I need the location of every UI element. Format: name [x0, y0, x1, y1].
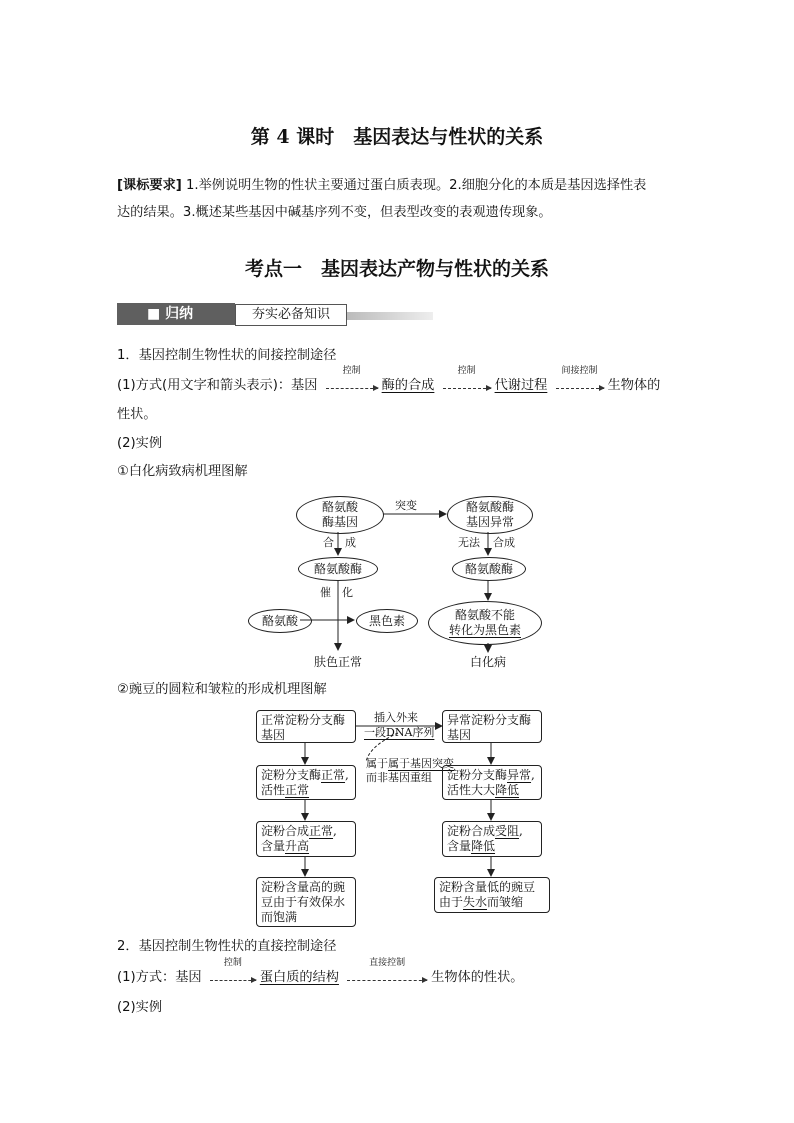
part2-example: (2)实例 [117, 1000, 163, 1015]
insert-dna-label: 一段DNA序列 [364, 726, 435, 739]
normal-skin-label: 肤色正常 [313, 655, 362, 669]
note-gene-mutation: 属于基因突变 [388, 757, 454, 770]
right-enzyme-box: 淀粉分支酶异常, 活性大大降低 [442, 765, 542, 800]
banner-subtitle: 夯实必备知识 [235, 304, 347, 326]
wrinkled-pea-box: 淀粉含量低的豌豆 由于失水而皱缩 [434, 877, 550, 913]
banner-label: ■ 归纳 [117, 303, 235, 325]
round-pea-box: 淀粉含量高的豌 豆由于有效保水 而饱满 [256, 877, 356, 927]
requirement-line2: 达的结果。3.概述某些基因中碱基序列不变，但表型改变的表观遗传现象。 [117, 205, 552, 220]
part2-method-line [117, 958, 524, 988]
right-starch-box: 淀粉合成受阻, 含量降低 [442, 821, 542, 857]
synthesis-label-right: 合成 [493, 536, 515, 549]
tyrosine-node: 酪氨酸 [248, 609, 312, 633]
melanin-node: 黑色素 [356, 609, 418, 633]
cannot-label: 无法 [458, 536, 480, 549]
section-title: 考点一 基因表达产物与性状的关系 [244, 258, 549, 280]
part1-heading: 1．基因控制生物性状的间接控制途径 [117, 348, 337, 363]
part2-heading: 2．基因控制生物性状的直接控制途径 [117, 939, 337, 954]
direct-control-arrow: 直接控制 [347, 970, 427, 981]
control-arrow: 控制 [326, 378, 378, 389]
tyrosinase-gene-node: 酪氨酸 酶基因 [296, 496, 384, 534]
part1-method-tail: 生物体的 [607, 378, 661, 393]
tyrosinase-node-left: 酪氨酸酶 [298, 557, 378, 581]
left-enzyme-box: 淀粉分支酶正常, 活性正常 [256, 765, 356, 800]
answer-enzyme-synthesis: 酶的合成 [381, 378, 435, 393]
part1-example: (2)实例 [117, 436, 163, 451]
mutation-note: 属于属于基因突变 [366, 757, 454, 770]
cannot-convert-node: 酪氨酸不能 转化为黑色素 [428, 601, 542, 645]
abnormal-gene-box: 异常淀粉分支酶 基因 [442, 710, 542, 743]
control-arrow: 控制 [210, 970, 256, 981]
left-starch-box: 淀粉合成正常, 含量升高 [256, 821, 356, 857]
part1-method-tail2: 性状。 [117, 407, 157, 422]
albinism-label: 白化病 [469, 655, 506, 669]
normal-gene-box: 正常淀粉分支酶 基因 [256, 710, 356, 743]
answer-protein-structure: 蛋白质的结构 [259, 970, 339, 985]
requirement-line1: 1.举例说明生物的性状主要通过蛋白质表现。2.细胞分化的本质是基因选择性表 [186, 178, 647, 193]
synthesis-label-left: 合 成 [323, 536, 356, 549]
mutation-label: 突变 [395, 499, 417, 512]
abnormal-gene-node: 酪氨酸酶 基因异常 [447, 496, 533, 534]
answer-metabolic-process: 代谢过程 [494, 378, 548, 393]
control-arrow: 控制 [443, 378, 491, 389]
insert-label: 插入外来 [374, 711, 418, 724]
part1-method-prefix: (1)方式(用文字和箭头表示)：基因 [117, 378, 318, 393]
indirect-control-arrow: 间接控制 [556, 378, 604, 389]
figure2-caption: ②豌豆的圆粒和皱粒的形成机理图解 [117, 682, 327, 697]
figure1-caption: ①白化病致病机理图解 [117, 464, 248, 479]
tyrosinase-node-right: 酪氨酸酶 [452, 557, 526, 581]
part2-method-tail: 生物体的性状。 [431, 970, 524, 985]
catalysis-label: 催 化 [320, 586, 353, 599]
requirement-tag: [课标要求] [117, 178, 182, 193]
part2-method-prefix: (1)方式：基因 [117, 970, 202, 985]
page-title: 第 4 课时 基因表达与性状的关系 [250, 126, 544, 148]
recombination-note: 而非基因重组 [366, 771, 432, 784]
